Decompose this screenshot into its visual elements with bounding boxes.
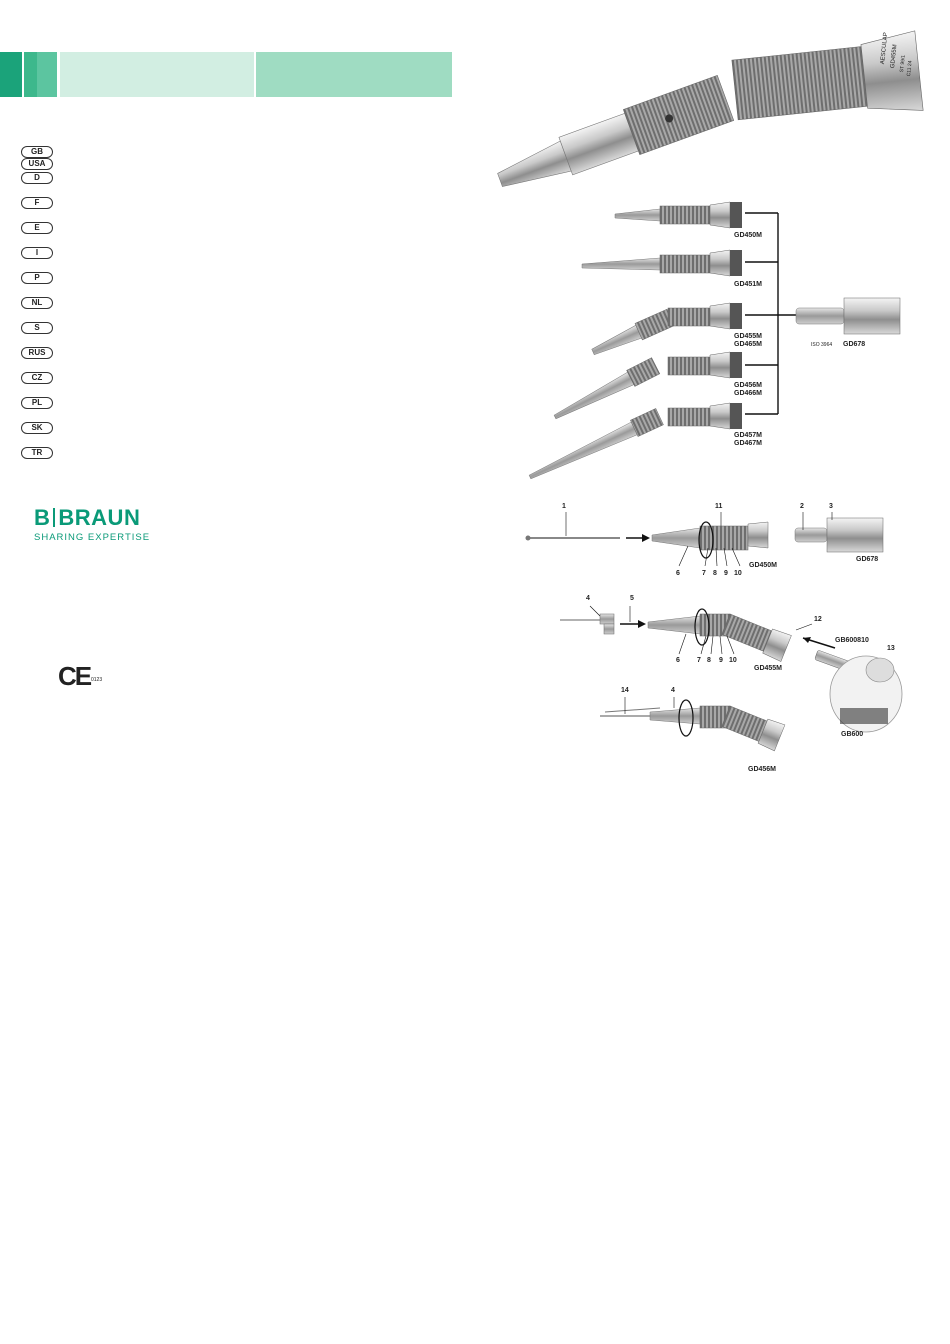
language-badge-f: F: [21, 197, 53, 209]
callout-5: 5: [630, 595, 634, 602]
callout-4b: 4: [671, 687, 675, 694]
language-badge-nl: NL: [21, 297, 53, 309]
language-badge-d: D: [21, 172, 53, 184]
language-badge-pl: PL: [21, 397, 53, 409]
language-badge-i: I: [21, 247, 53, 259]
language-badge-cz: CZ: [21, 372, 53, 384]
language-badge-p: P: [21, 272, 53, 284]
label-row1-model: GD450M: [749, 562, 778, 569]
hero-engraving-1: AESCULAP: [880, 32, 890, 65]
callout-6b: 6: [676, 657, 680, 664]
language-badge-tr: TR: [21, 447, 53, 459]
language-badge-s: S: [21, 322, 53, 334]
language-badge-gb: GB: [21, 146, 53, 158]
assembly-row-1: [526, 512, 884, 566]
callout-10: 10: [734, 570, 742, 577]
label-row1-adapter: GD678: [856, 556, 879, 563]
label-row2-model: GD455M: [754, 665, 783, 672]
logo-b: B: [34, 505, 51, 530]
logo-tagline: SHARING EXPERTISE: [34, 532, 151, 543]
ce-number: 0123: [91, 677, 103, 683]
label-gd465m: GD465M: [734, 341, 763, 348]
callout-10b: 10: [729, 657, 737, 664]
callout-11: 11: [715, 503, 723, 510]
callout-7b: 7: [697, 657, 701, 664]
label-gd457m: GD457M: [734, 432, 763, 439]
callout-6: 6: [676, 570, 680, 577]
hero-engraving-4: C11 24: [906, 60, 914, 77]
callout-9: 9: [724, 570, 728, 577]
label-row3-model: GD456M: [748, 766, 777, 773]
label-gd466m: GD466M: [734, 390, 763, 397]
hero-handpiece: [492, 31, 923, 203]
callout-12: 12: [814, 616, 822, 623]
language-badge-sk: SK: [21, 422, 53, 434]
callout-3: 3: [829, 503, 833, 510]
handpiece-gd450m: [615, 202, 742, 228]
label-iso: ISO 3964: [811, 342, 833, 348]
handpiece-gd451m: [582, 250, 742, 276]
hero-engraving-3: ST 99/1: [899, 54, 907, 73]
adapter-gd678: [796, 298, 900, 334]
handpiece-gd455m: [589, 303, 742, 360]
label-gd455m: GD455M: [734, 333, 763, 340]
label-gd456m: GD456M: [734, 382, 763, 389]
label-gd467m: GD467M: [734, 440, 763, 447]
callout-14: 14: [621, 687, 629, 694]
hero-engraving-2: GD455M: [890, 44, 899, 69]
label-gb600: GB600: [841, 731, 864, 738]
callout-2: 2: [800, 503, 804, 510]
callout-13: 13: [887, 645, 895, 652]
language-badge-e: E: [21, 222, 53, 234]
label-gd451m: GD451M: [734, 281, 763, 288]
label-gb600810: GB600810: [835, 637, 869, 644]
logo-braun: BRAUN: [58, 505, 141, 530]
ce-mark: CE: [58, 661, 91, 691]
callout-9b: 9: [719, 657, 723, 664]
callout-1: 1: [562, 503, 566, 510]
language-badge-rus: RUS: [21, 347, 53, 359]
label-gd450m: GD450M: [734, 232, 763, 239]
callout-8b: 8: [707, 657, 711, 664]
callout-7: 7: [702, 570, 706, 577]
label-gd678: GD678: [843, 341, 866, 348]
callout-8: 8: [713, 570, 717, 577]
callout-4: 4: [586, 595, 590, 602]
assembly-row-3: [600, 697, 785, 751]
language-badge-usa: USA: [21, 158, 53, 170]
